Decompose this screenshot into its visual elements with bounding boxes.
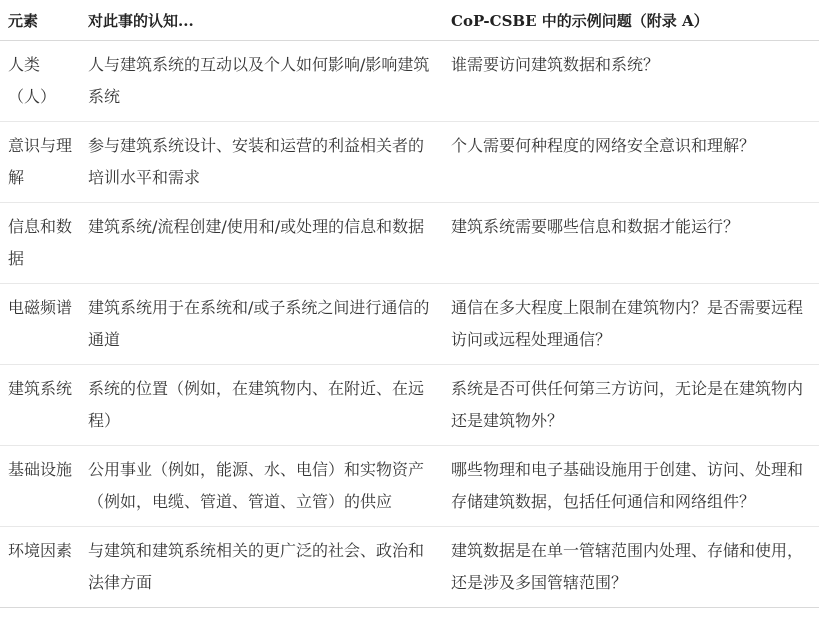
awareness-cell: 系统的位置（例如，在建筑物内、在附近、在远程） xyxy=(80,365,443,446)
header-awareness: 对此事的认知... xyxy=(80,0,443,41)
question-cell: 哪些物理和电子基础设施用于创建、访问、处理和存储建筑数据，包括任何通信和网络组件？ xyxy=(443,446,819,527)
element-cell: 电磁频谱 xyxy=(0,284,80,365)
table-row xyxy=(0,41,819,122)
question-cell: 系统是否可供任何第三方访问，无论是在建筑物内还是建筑物外？ xyxy=(443,365,819,446)
question-cell: 通信在多大程度上限制在建筑物内？是否需要远程访问或远程处理通信？ xyxy=(443,284,819,365)
element-cell: 建筑系统 xyxy=(0,365,80,446)
question-cell: 建筑系统需要哪些信息和数据才能运行？ xyxy=(443,203,819,284)
header-element: 元素 xyxy=(0,0,80,41)
header-example-question: CoP-CSBE 中的示例问题（附录 A） xyxy=(443,0,819,41)
table-row xyxy=(0,203,819,284)
element-cell: 信息和数据 xyxy=(0,203,80,284)
element-cell: 意识与理解 xyxy=(0,122,80,203)
awareness-cell: 与建筑和建筑系统相关的更广泛的社会、政治和法律方面 xyxy=(80,527,443,608)
table-row xyxy=(0,365,819,446)
awareness-cell: 人与建筑系统的互动以及个人如何影响/影响建筑系统 xyxy=(80,41,443,122)
element-cell: 环境因素 xyxy=(0,527,80,608)
element-cell: 基础设施 xyxy=(0,446,80,527)
awareness-cell: 建筑系统/流程创建/使用和/或处理的信息和数据 xyxy=(80,203,443,284)
awareness-cell: 参与建筑系统设计、安装和运营的利益相关者的培训水平和需求 xyxy=(80,122,443,203)
question-cell: 建筑数据是在单一管辖范围内处理、存储和使用，还是涉及多国管辖范围？ xyxy=(443,527,819,608)
awareness-cell: 建筑系统用于在系统和/或子系统之间进行通信的通道 xyxy=(80,284,443,365)
awareness-cell: 公用事业（例如，能源、水、电信）和实物资产（例如，电缆、管道、管道、立管）的供应 xyxy=(80,446,443,527)
element-cell: 人类（人） xyxy=(0,41,80,122)
question-cell: 谁需要访问建筑数据和系统？ xyxy=(443,41,819,122)
table-row xyxy=(0,527,819,608)
table-row xyxy=(0,122,819,203)
question-cell: 个人需要何种程度的网络安全意识和理解？ xyxy=(443,122,819,203)
table-row xyxy=(0,446,819,527)
table-header-row xyxy=(0,0,819,41)
table-row xyxy=(0,284,819,365)
